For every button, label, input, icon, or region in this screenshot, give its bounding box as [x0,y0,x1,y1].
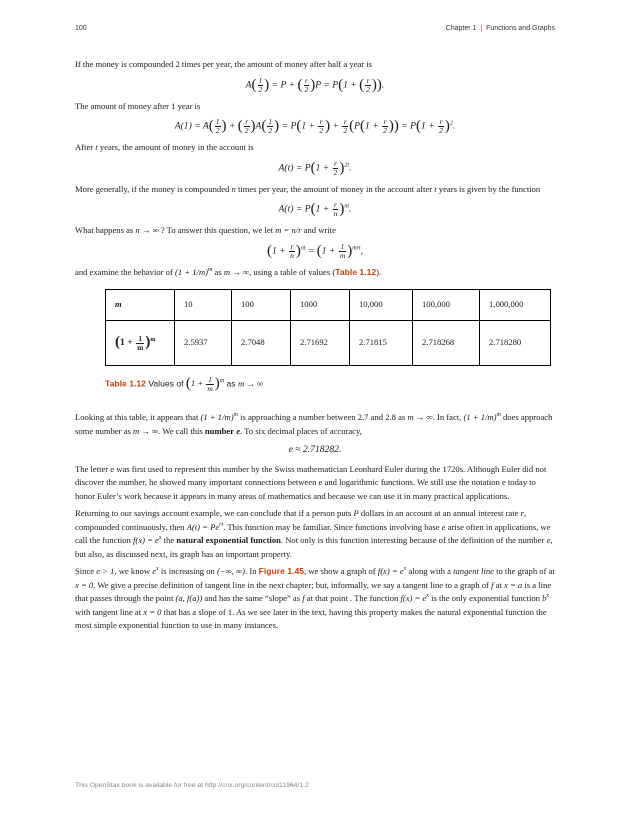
math-expression: $(1 + 1/m)^m$ [200,412,238,422]
var-f: f [302,593,305,603]
text-run: and has the same “slope” as [204,593,301,603]
running-header [446,25,555,32]
table-cell: 2.5937 [175,321,232,366]
math-interval: (−∞, ∞) [216,566,246,576]
math-fx: $f(x) = e^x$ [377,566,407,576]
math-bx: $b^x$ [542,593,550,603]
text-run: Since [75,566,95,576]
text-run: and [370,412,384,422]
table-cell: 2.7048 [232,321,291,366]
paragraph-4 [75,183,555,197]
text-run: . In [245,566,257,576]
math-ex: $e^x$ [152,566,159,576]
text-run: years, the amount of money in the account is [99,142,254,152]
text-run: , using a table of values ( [249,266,336,277]
table-cell: 2.718268 [413,321,480,366]
equation-t-years: A(t) = P(1 + $\frac{r}{2}$ )$^{2t}$. [278,158,352,177]
math-expression: $(1 + 1/m)^m$ [175,266,213,277]
text-run: and write [303,225,336,235]
math-x0: x = 0 [75,579,94,590]
bold-term: natural exponential function [176,535,281,545]
text-run: is the only exponential function [431,593,540,603]
math-continuous: $A(t) = Pe^{rt}$ [186,521,224,532]
table-cell: 100,000 [413,290,480,321]
chapter-label: Chapter 1 [445,25,477,32]
text-run: Returning to our savings account example, we can conclude that if a person puts [75,508,352,518]
math-point: (a, f(a)) [175,593,203,603]
table-reference-link[interactable]: Table 1.12 [335,266,377,277]
paragraph-3 [75,141,555,155]
text-run: to the graph of at [496,566,555,576]
paragraph-8: The letter e was first used to represent this number by the Swiss mathematician Leonhard Euler during the 1720s. Although Euler did not discover the number, he showed many important connections between e and logarithmic functions. We still use the notation e today to honor Euler’s work because it appears in many areas of mathematics and because we can use it in many practical applications. [75,463,547,501]
paragraph-10 [75,565,555,633]
text-run: . We call this [158,425,203,436]
math-n-to-infinity: n → ∞ [135,225,159,235]
text-run: the [163,535,175,545]
text-run: ). [376,266,382,277]
text-run: , compounded continuously, then [75,508,527,532]
table-cell: 10,000 [350,290,413,321]
table-row [106,321,551,366]
math-m-to-infinity: m → ∞ [223,266,250,277]
table-cell: 2.71692 [291,321,350,366]
math-fx: $f(x) = e^x$ [400,593,429,603]
text-run: , we know [114,566,151,576]
caption-text: as [226,378,236,389]
text-run: More generally, if the money is compounded [75,183,230,194]
equation-e-approx: e ≈ 2.718282. [288,444,342,455]
chapter-title: Functions and Graphs [486,25,555,32]
var-P: P [353,508,359,518]
var-n: n [231,183,236,194]
text-run: . This function may be familiar. Since functions involving base [223,521,440,532]
math-xa: x = a [503,579,523,590]
text-run: dollars in an account at an annual interest rate [360,508,519,518]
page-number: 100 [75,25,87,32]
table-cell: 100 [232,290,291,321]
figure-reference-link[interactable]: Figure 1.45 [258,566,305,576]
text-run: is increasing on [160,566,215,576]
table-cell: 1000 [291,290,350,321]
table-cell: 10 [175,290,232,321]
math-m-to-infinity: m → ∞ [407,412,433,422]
table-header-m: m [106,290,175,321]
equation-n-times: A(t) = P(1 + $\frac{r}{n}$ )$^{nt}$. [278,200,352,218]
text-run: along with a [408,566,451,576]
text-run: is approaching a number between [240,412,356,422]
paragraph-6 [75,266,555,280]
text-run: . In fact, [432,412,462,422]
values-table [105,289,551,366]
math-e-gt-1: e > 1 [96,566,115,576]
math-x0: x = 0 [143,606,162,617]
text-run: times per year, the amount of money in the account after [237,183,433,194]
text-run: , we show a graph of [304,566,376,576]
var-e: e [546,535,551,545]
bold-term: number [204,425,235,436]
text-run: at that point . The function [306,593,399,603]
text-run: at [495,579,502,590]
text-run: What happens as [75,225,134,235]
table-row-label: (1 + $\frac{1}{m}$ )$^m$ [106,321,175,366]
text-run: is a line that passes through the point [75,579,552,603]
text-run: arise often in applications, we call the function [75,521,551,545]
caption-limit: m → ∞ [237,378,264,389]
paragraph-7 [75,411,555,438]
page-content [75,58,555,633]
bold-term-e: e [236,425,241,436]
math-m-definition: m = n/r [275,225,302,235]
equation-one-year: A(1) = A( $\frac{1}{2}$ ) + ( $\frac{r}{2}$ )A( $\frac{1}{2}$ ) = P(1 + $\frac{r}{2}$ ) + $\frac{r}{2}$ (P(1 + $\frac{r}{2}$ )) = P(1 + $\frac{r}{2}$ )$^2$. [174,117,456,135]
table-cell: 2.71815 [350,321,413,366]
text-run: After [75,142,94,152]
equation-substitution: (1 + $\frac{r}{n}$ )$^{nt}$ = (1 + $\frac{1}{m}$ )$^{mrt}$, [266,241,364,260]
text-run: . To six decimal places of accuracy, [240,425,362,436]
math-fx: $f(x) = e^x$ [133,535,162,545]
text-run: , but also, as discussed next, its graph has an important property. [75,535,553,559]
caption-text: Values of [148,378,184,389]
caption-label: Table 1.12 [105,378,146,389]
paragraph-9 [75,507,555,561]
table-caption: Table 1.12 Values of (1 + $\frac{1}{m}$ )$^m$ as m → ∞ [105,375,264,393]
table-row [106,290,551,321]
text-run: and examine the behavior of [75,266,173,277]
var-t: t [434,183,437,194]
italic-term: tangent line [453,566,494,576]
text-run: Looking at this table, it appears that [75,412,199,422]
page-footer: This OpenStax book is available for free at http://cnx.org/content/col11964/1.2 [75,782,309,789]
text-run: years is given by the function [438,183,541,194]
text-run: that has a slope of 1. As we see later in the text, having this property makes the natural exponential function the most simple exponential function to use in many instances. [75,606,547,630]
math-m-to-infinity: m → ∞ [133,425,159,436]
text-run: 2.8 [385,412,396,422]
paragraph-2: The amount of money after 1 year is [75,100,201,111]
equation-half-year: A( $\frac{1}{2}$ ) = P + ( $\frac{r}{2}$ )P = P(1 + ( $\frac{r}{2}$ )). [245,75,385,94]
text-run: with tangent line at [75,606,142,617]
text-run: ? To answer this question, we let [160,225,274,235]
text-run: . Not only is this function interesting because of the definition of the number [280,535,545,545]
var-r: r [520,508,524,518]
var-f: f [491,579,494,590]
header-separator: | [480,25,483,32]
var-e: e [441,521,446,532]
paragraph-5 [75,224,555,238]
var-t: t [95,142,98,152]
table-cell: 1,000,000 [480,290,551,321]
text-run: as [398,412,406,422]
text-run: does approach some number as [75,412,553,436]
text-run: . We give a precise definition of tangent line in the next chapter; but, informally, we say a tangent line to a graph of [93,579,489,590]
math-expression: $(1 + 1/m)^m$ [463,412,501,422]
table-cell: 2.718280 [480,321,551,366]
text-run: as [214,266,222,277]
text-run: 2.7 [357,412,369,422]
paragraph-1: If the money is compounded 2 times per year, the amount of money after half a year is [75,59,372,69]
